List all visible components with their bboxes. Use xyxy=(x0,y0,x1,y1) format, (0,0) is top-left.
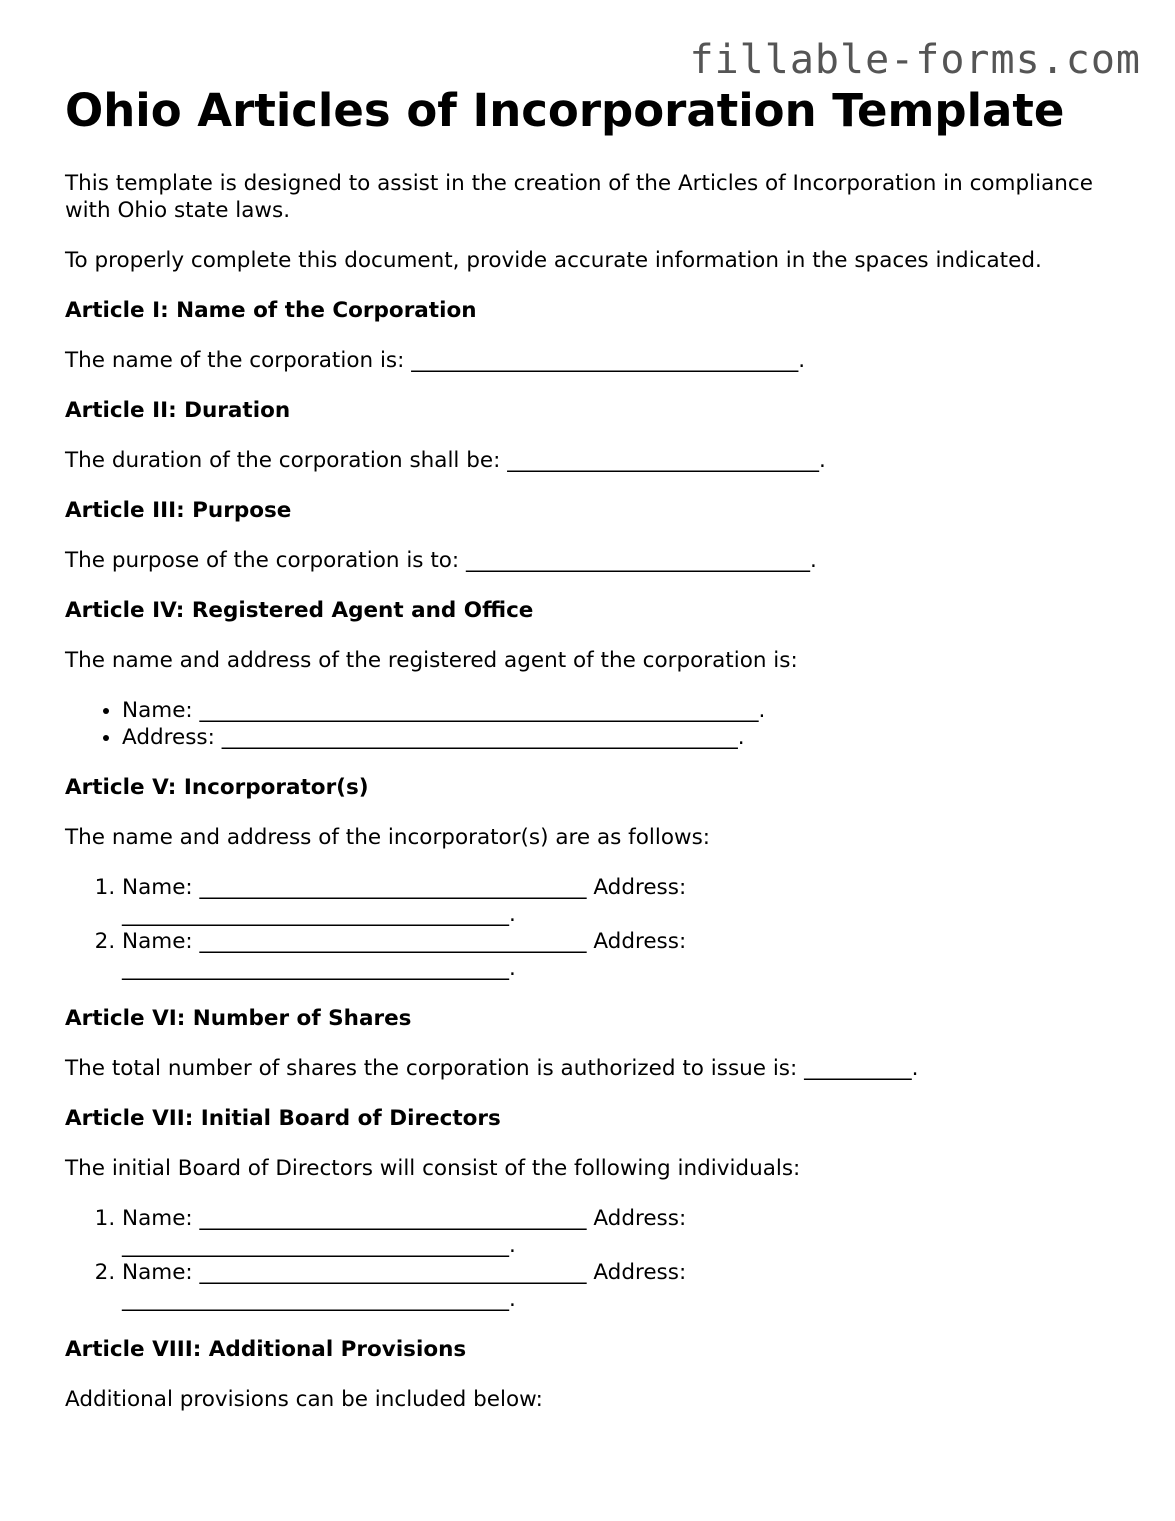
article-7-heading: Article VII: Initial Board of Directors xyxy=(65,1106,501,1131)
article-5-heading: Article V: Incorporator(s) xyxy=(65,775,369,800)
article-2-heading: Article II: Duration xyxy=(65,398,291,423)
list-item: • Name: ____________________________________________________. xyxy=(122,697,1145,724)
list-item: 1. Name: ____________________________________ Address: ____________________________________. xyxy=(122,874,822,928)
board-of-directors-list xyxy=(65,1205,822,1313)
page-title: Ohio Articles of Incorporation Template xyxy=(65,84,1065,137)
list-item: 1. Name: ____________________________________ Address: ____________________________________. xyxy=(122,1205,822,1259)
article-2-text: The duration of the corporation shall be: _____________________________. xyxy=(65,448,826,473)
article-8-heading: Article VIII: Additional Provisions xyxy=(65,1337,467,1362)
article-5-text: The name and address of the incorporator(s) are as follows: xyxy=(65,825,711,850)
article-8-text: Additional provisions can be included below: xyxy=(65,1387,543,1412)
article-4-text: The name and address of the registered agent of the corporation is: xyxy=(65,648,798,673)
document-body xyxy=(65,84,1145,1413)
article-7-text: The initial Board of Directors will consist of the following individuals: xyxy=(65,1156,801,1181)
list-item: 2. Name: ____________________________________ Address: ____________________________________. xyxy=(122,928,822,982)
article-3-heading: Article III: Purpose xyxy=(65,498,292,523)
watermark: fillable-forms.com xyxy=(689,37,1141,83)
list-item: 2. Name: ____________________________________ Address: ____________________________________. xyxy=(122,1259,822,1313)
registered-agent-list xyxy=(65,697,1145,751)
list-item: • Address: ________________________________________________. xyxy=(122,724,1145,751)
article-3-text: The purpose of the corporation is to: ________________________________. xyxy=(65,548,817,573)
article-1-heading: Article I: Name of the Corporation xyxy=(65,298,477,323)
article-4-heading: Article IV: Registered Agent and Office xyxy=(65,598,534,623)
article-6-heading: Article VI: Number of Shares xyxy=(65,1006,412,1031)
article-6-text: The total number of shares the corporation is authorized to issue is: __________. xyxy=(65,1056,919,1081)
article-1-text: The name of the corporation is: ____________________________________. xyxy=(65,348,806,373)
intro-paragraph-2: To properly complete this document, provide accurate information in the spaces indicated. xyxy=(65,248,1042,273)
intro-paragraph-1: This template is designed to assist in the creation of the Articles of Incorporation in compliance with Ohio state laws. xyxy=(65,171,1093,223)
incorporator-list xyxy=(65,874,822,982)
